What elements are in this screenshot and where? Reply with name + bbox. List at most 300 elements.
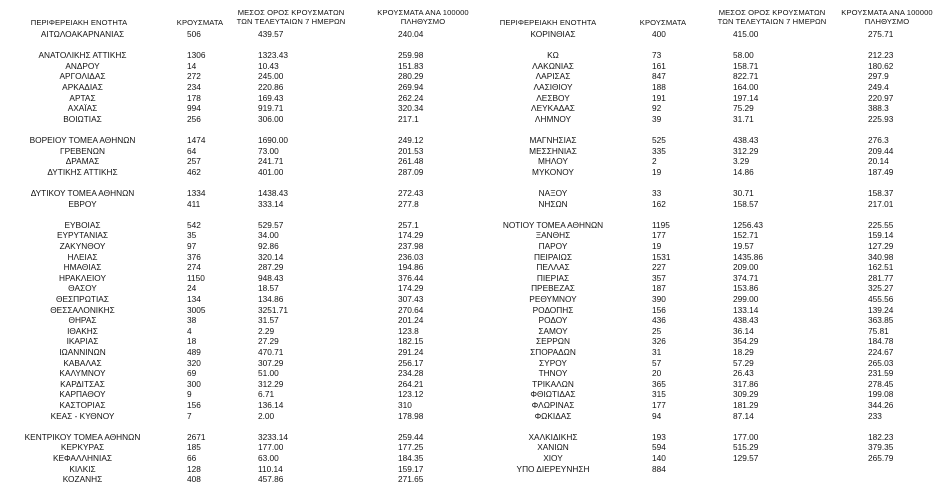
left-row-region: ΔΥΤΙΚΗΣ ΑΤΤΙΚΗΣ — [47, 166, 118, 177]
right-row-cases: 33 — [652, 188, 662, 198]
right-row-per100k: 455.56 — [868, 294, 894, 304]
right-row-cases: 2 — [652, 156, 657, 167]
right-row-cases: 594 — [652, 442, 666, 453]
left-row-cases: 3005 — [187, 304, 206, 315]
right-row-cases: 25 — [652, 325, 662, 336]
left-row-avg: 73.00 — [258, 145, 279, 156]
right-row-cases: 884 — [652, 463, 666, 474]
left-row-per100k: 174.29 — [398, 283, 424, 294]
right-header-avg: ΜΕΣΟΣ ΟΡΟΣ ΚΡΟΥΣΜΑΤΩΝ ΤΩΝ ΤΕΛΕΥΤΑΙΩΝ 7 ΗΜΕΡΩΝ — [717, 8, 827, 26]
right-row-per100k: 233 — [868, 410, 882, 421]
right-row-region: ΠΑΡΟΥ — [538, 241, 568, 251]
right-row-avg: 438.43 — [733, 315, 759, 326]
left-row-avg: 136.14 — [258, 400, 284, 410]
left-row-region: ΒΟΙΩΤΙΑΣ — [63, 113, 102, 124]
right-row-avg: 822.71 — [733, 71, 759, 82]
left-row-region: ΚΟΖΑΝΗΣ — [62, 474, 103, 485]
left-row-cases: 411 — [187, 198, 201, 209]
left-row-cases: 7 — [187, 410, 192, 421]
left-row-per100k: 310 — [398, 400, 412, 410]
left-row-cases: 4 — [187, 325, 192, 336]
left-row-cases: 234 — [187, 82, 201, 92]
left-row-avg: 529.57 — [258, 219, 284, 230]
right-row-per100k: 325.27 — [868, 283, 894, 294]
left-row-cases: 300 — [187, 378, 201, 389]
left-row-per100k: 240.04 — [398, 29, 424, 39]
left-row-avg: 457.86 — [258, 474, 284, 485]
left-row-region: ΗΡΑΚΛΕΙΟΥ — [58, 272, 107, 283]
left-row-avg: 92.86 — [258, 241, 279, 251]
left-row-cases: 14 — [187, 60, 197, 71]
right-row-region: ΛΕΣΒΟΥ — [536, 92, 570, 103]
right-row-per100k: 344.26 — [868, 400, 894, 410]
right-row-region: ΡΟΔΟΠΗΣ — [532, 304, 574, 315]
right-row-cases: 94 — [652, 410, 662, 421]
right-row-per100k: 139.24 — [868, 304, 894, 315]
right-row-avg: 177.00 — [733, 431, 759, 442]
right-header-per100k: ΚΡΟΥΣΜΑΤΑ ΑΝΑ 100000 ΠΛΗΘΥΣΜΟ — [841, 8, 933, 26]
right-row-avg: 312.29 — [733, 145, 759, 156]
left-row-avg: 439.57 — [258, 29, 284, 39]
left-row-region: ΙΘΑΚΗΣ — [67, 325, 98, 336]
right-row-avg: 26.43 — [733, 368, 754, 379]
right-row-avg: 152.71 — [733, 230, 759, 241]
left-row-avg: 169.43 — [258, 92, 284, 103]
left-row-avg: 51.00 — [258, 368, 279, 379]
right-row-per100k: 340.98 — [868, 251, 894, 262]
left-row-per100k: 271.65 — [398, 474, 424, 485]
left-header-region: ΠΕΡΙΦΕΡΕΙΑΚΗ ΕΝΟΤΗΤΑ — [30, 18, 128, 27]
left-row-avg: 333.14 — [258, 198, 284, 209]
right-row-region: ΜΑΓΝΗΣΙΑΣ — [529, 135, 577, 145]
left-row-avg: 312.29 — [258, 378, 284, 389]
right-row-per100k: 75.81 — [868, 325, 889, 336]
left-row-avg: 1438.43 — [258, 188, 288, 198]
left-row-per100k: 184.35 — [398, 453, 424, 463]
right-row-per100k: 187.49 — [868, 166, 894, 177]
right-row-avg: 515.29 — [733, 442, 759, 453]
left-row-per100k: 123.8 — [398, 325, 419, 336]
left-row-per100k: 280.29 — [398, 71, 424, 82]
left-row-cases: 257 — [187, 156, 201, 167]
right-row-avg: 415.00 — [733, 29, 759, 39]
right-row-region: ΜΥΚΟΝΟΥ — [532, 166, 574, 177]
left-row-cases: 35 — [187, 230, 197, 241]
left-row-per100k: 249.12 — [398, 135, 424, 145]
left-row-cases: 178 — [187, 92, 201, 103]
right-row-region: ΠΕΙΡΑΙΩΣ — [534, 251, 572, 262]
left-row-region: ΓΡΕΒΕΝΩΝ — [60, 145, 105, 156]
left-row-per100k: 236.03 — [398, 251, 424, 262]
left-row-cases: 489 — [187, 347, 201, 357]
left-row-per100k: 269.94 — [398, 82, 424, 92]
left-row-region: ΖΑΚΥΝΘΟΥ — [59, 241, 106, 251]
left-row-cases: 66 — [187, 453, 197, 463]
right-row-region: ΚΟΡΙΝΘΙΑΣ — [530, 29, 576, 39]
left-row-per100k: 277.8 — [398, 198, 419, 209]
right-row-cases: 1195 — [652, 219, 670, 230]
right-row-per100k: 162.51 — [868, 262, 894, 273]
right-row-per100k: 363.85 — [868, 315, 894, 326]
left-row-region: ΑΧΑΪΑΣ — [67, 103, 98, 114]
right-row-avg: 309.29 — [733, 389, 759, 400]
left-row-region: ΚΑΡΠΑΘΟΥ — [59, 389, 106, 400]
right-row-region: ΣΠΟΡΑΔΩΝ — [530, 347, 576, 357]
right-row-per100k: 388.3 — [868, 103, 889, 114]
left-row-cases: 256 — [187, 113, 201, 124]
left-row-region: ΑΙΤΩΛΟΑΚΑΡΝΑΝΙΑΣ — [40, 29, 125, 39]
left-row-per100k: 307.43 — [398, 294, 424, 304]
left-row-cases: 272 — [187, 71, 201, 82]
left-row-cases: 2671 — [187, 431, 206, 442]
right-row-per100k: 249.4 — [868, 82, 889, 92]
right-row-per100k: 127.29 — [868, 241, 894, 251]
left-row-region: ΚΑΣΤΟΡΙΑΣ — [59, 400, 106, 410]
left-row-per100k: 159.17 — [398, 463, 424, 474]
left-row-region: ΘΕΣΣΑΛΟΝΙΚΗΣ — [50, 304, 115, 315]
right-row-avg: 1435.86 — [733, 251, 763, 262]
left-row-per100k: 182.15 — [398, 336, 424, 347]
right-row-region: ΧΑΛΚΙΔΙΚΗΣ — [528, 431, 578, 442]
left-row-region: ΑΡΓΟΛΙΔΑΣ — [59, 71, 106, 82]
right-row-per100k: 379.35 — [868, 442, 894, 453]
right-row-cases: 193 — [652, 431, 666, 442]
left-row-cases: 408 — [187, 474, 201, 485]
right-row-region: ΣΥΡΟΥ — [539, 357, 567, 368]
right-row-cases: 335 — [652, 145, 666, 156]
right-row-cases: 177 — [652, 400, 666, 410]
left-row-avg: 245.00 — [258, 71, 284, 82]
right-row-cases: 19 — [652, 166, 662, 177]
right-row-avg: 3.29 — [733, 156, 750, 167]
left-row-avg: 320.14 — [258, 251, 284, 262]
right-row-region: ΡΕΘΥΜΝΟΥ — [529, 294, 577, 304]
right-row-region: ΝΗΣΩΝ — [538, 198, 568, 209]
left-row-cases: 9 — [187, 389, 192, 400]
right-row-cases: 390 — [652, 294, 666, 304]
right-row-avg: 87.14 — [733, 410, 754, 421]
left-row-cases: 1334 — [187, 188, 206, 198]
right-row-per100k: 180.62 — [868, 60, 894, 71]
left-row-avg: 3233.14 — [258, 431, 288, 442]
right-header-region: ΠΕΡΙΦΕΡΕΙΑΚΗ ΕΝΟΤΗΤΑ — [499, 18, 597, 27]
left-row-cases: 38 — [187, 315, 197, 326]
left-row-cases: 69 — [187, 368, 197, 379]
right-row-region: ΠΕΛΛΑΣ — [536, 262, 570, 273]
right-row-cases: 400 — [652, 29, 666, 39]
right-row-avg: 31.71 — [733, 113, 754, 124]
left-row-avg: 3251.71 — [258, 304, 288, 315]
left-row-cases: 542 — [187, 219, 201, 230]
right-row-avg: 30.71 — [733, 188, 754, 198]
left-row-avg: 31.57 — [258, 315, 279, 326]
right-row-avg: 317.86 — [733, 378, 759, 389]
left-row-region: ΘΗΡΑΣ — [68, 315, 97, 326]
left-row-avg: 6.71 — [258, 389, 275, 400]
left-row-per100k: 287.09 — [398, 166, 424, 177]
right-row-cases: 92 — [652, 103, 662, 114]
left-row-per100k: 201.24 — [398, 315, 424, 326]
left-row-per100k: 256.17 — [398, 357, 424, 368]
left-row-region: ΑΡΤΑΣ — [69, 92, 96, 103]
right-row-region: ΠΙΕΡΙΑΣ — [536, 272, 570, 283]
left-row-region: ΗΛΕΙΑΣ — [67, 251, 98, 262]
right-row-region: ΛΑΡΙΣΑΣ — [535, 71, 571, 82]
left-row-region: ΚΑΒΑΛΑΣ — [63, 357, 102, 368]
left-row-per100k: 234.28 — [398, 368, 424, 379]
left-row-per100k: 174.29 — [398, 230, 424, 241]
left-row-avg: 919.71 — [258, 103, 284, 114]
right-row-avg: 18.29 — [733, 347, 754, 357]
left-row-per100k: 257.1 — [398, 219, 419, 230]
left-row-region: ΑΡΚΑΔΙΑΣ — [62, 82, 103, 92]
right-row-region: ΦΛΩΡΙΝΑΣ — [531, 400, 575, 410]
left-row-per100k: 178.98 — [398, 410, 424, 421]
left-row-region: ΚΕΡΚΥΡΑΣ — [60, 442, 105, 453]
left-row-avg: 2.29 — [258, 325, 275, 336]
left-row-avg: 2.00 — [258, 410, 275, 421]
left-row-region: ΗΜΑΘΙΑΣ — [63, 262, 102, 273]
right-row-per100k: 275.71 — [868, 29, 894, 39]
right-row-per100k: 212.23 — [868, 50, 894, 61]
left-row-cases: 128 — [187, 463, 201, 474]
left-row-region: ΘΕΣΠΡΩΤΙΑΣ — [56, 294, 109, 304]
right-row-per100k: 199.08 — [868, 389, 894, 400]
right-row-region: ΧΙΟΥ — [543, 453, 563, 463]
right-row-cases: 365 — [652, 378, 666, 389]
right-row-per100k: 265.03 — [868, 357, 894, 368]
left-row-avg: 134.86 — [258, 294, 284, 304]
left-row-region: ΕΥΒΟΙΑΣ — [64, 219, 101, 230]
right-row-avg: 299.00 — [733, 294, 759, 304]
left-row-avg: 306.00 — [258, 113, 284, 124]
right-row-cases: 315 — [652, 389, 666, 400]
right-row-region: ΧΑΝΙΩΝ — [537, 442, 569, 453]
left-row-cases: 1306 — [187, 50, 206, 61]
right-row-cases: 156 — [652, 304, 666, 315]
left-row-avg: 401.00 — [258, 166, 284, 177]
right-row-per100k: 224.67 — [868, 347, 894, 357]
right-row-per100k: 278.45 — [868, 378, 894, 389]
left-row-region: ΙΚΑΡΙΑΣ — [66, 336, 99, 347]
left-row-avg: 307.29 — [258, 357, 284, 368]
right-row-avg: 19.57 — [733, 241, 754, 251]
right-row-per100k: 265.79 — [868, 453, 894, 463]
right-row-avg: 36.14 — [733, 325, 754, 336]
left-row-region: ΚΕΦΑΛΛΗΝΙΑΣ — [52, 453, 113, 463]
left-header-avg: ΜΕΣΟΣ ΟΡΟΣ ΚΡΟΥΣΜΑΤΩΝ ΤΩΝ ΤΕΛΕΥΤΑΙΩΝ 7 ΗΜΕΡΩΝ — [236, 8, 346, 26]
right-row-cases: 177 — [652, 230, 666, 241]
right-row-cases: 31 — [652, 347, 662, 357]
right-row-avg: 438.43 — [733, 135, 759, 145]
left-row-region: ΚΑΡΔΙΤΣΑΣ — [60, 378, 105, 389]
left-row-cases: 376 — [187, 251, 201, 262]
right-row-cases: 161 — [652, 60, 666, 71]
right-row-avg: 158.71 — [733, 60, 759, 71]
right-row-per100k: 184.78 — [868, 336, 894, 347]
right-row-cases: 162 — [652, 198, 666, 209]
left-row-per100k: 237.98 — [398, 241, 424, 251]
left-row-cases: 18 — [187, 336, 197, 347]
right-row-avg: 58.00 — [733, 50, 754, 61]
left-row-avg: 110.14 — [258, 463, 283, 474]
left-row-avg: 18.57 — [258, 283, 279, 294]
right-row-region: ΥΠΟ ΔΙΕΡΕΥΝΗΣΗ — [516, 463, 590, 474]
left-header-cases: ΚΡΟΥΣΜΑΤΑ — [176, 18, 224, 27]
right-row-region: ΦΩΚΙΔΑΣ — [534, 410, 572, 421]
left-row-per100k: 194.86 — [398, 262, 424, 273]
left-row-region: ΕΒΡΟΥ — [68, 198, 97, 209]
right-row-per100k: 231.59 — [868, 368, 894, 379]
left-row-region: ΑΝΑΤΟΛΙΚΗΣ ΑΤΤΙΚΗΣ — [38, 50, 127, 61]
left-row-cases: 506 — [187, 29, 201, 39]
left-header-per100k: ΚΡΟΥΣΜΑΤΑ ΑΝΑ 100000 ΠΛΗΘΥΣΜΟ — [377, 8, 469, 26]
left-row-cases: 320 — [187, 357, 201, 368]
left-row-per100k: 217.1 — [398, 113, 419, 124]
right-row-avg: 133.14 — [733, 304, 759, 315]
right-row-cases: 227 — [652, 262, 666, 273]
right-row-cases: 326 — [652, 336, 666, 347]
right-row-per100k: 220.97 — [868, 92, 894, 103]
left-row-per100k: 259.98 — [398, 50, 424, 61]
left-row-region: ΑΝΔΡΟΥ — [65, 60, 100, 71]
left-row-avg: 10.43 — [258, 60, 279, 71]
left-row-per100k: 272.43 — [398, 188, 424, 198]
right-row-region: ΛΗΜΝΟΥ — [534, 113, 572, 124]
right-row-per100k: 225.55 — [868, 219, 894, 230]
left-row-per100k: 123.12 — [398, 389, 424, 400]
left-row-region: ΙΩΑΝΝΙΝΩΝ — [59, 347, 106, 357]
right-row-region: ΠΡΕΒΕΖΑΣ — [531, 283, 575, 294]
left-row-region: ΚΕΝΤΡΙΚΟΥ ΤΟΜΕΑ ΑΘΗΝΩΝ — [24, 431, 141, 442]
right-row-avg: 209.00 — [733, 262, 759, 273]
left-row-avg: 34.00 — [258, 230, 279, 241]
right-row-per100k: 281.77 — [868, 272, 894, 283]
left-row-region: ΚΑΛΥΜΝΟΥ — [59, 368, 106, 379]
right-row-avg: 197.14 — [733, 92, 759, 103]
left-row-cases: 1150 — [187, 272, 205, 283]
right-row-per100k: 20.14 — [868, 156, 889, 167]
right-header-cases: ΚΡΟΥΣΜΑΤΑ — [639, 18, 687, 27]
right-row-avg: 57.29 — [733, 357, 754, 368]
right-row-cases: 191 — [652, 92, 666, 103]
right-row-region: ΣΕΡΡΩΝ — [536, 336, 570, 347]
left-row-avg: 1690.00 — [258, 135, 288, 145]
left-row-cases: 1474 — [187, 135, 206, 145]
right-row-region: ΝΑΞΟΥ — [538, 188, 568, 198]
right-row-region: ΤΡΙΚΑΛΩΝ — [532, 378, 574, 389]
right-row-per100k: 297.9 — [868, 71, 889, 82]
right-row-per100k: 209.44 — [868, 145, 894, 156]
right-row-region: ΡΟΔΟΥ — [538, 315, 568, 326]
right-row-avg: 158.57 — [733, 198, 759, 209]
left-row-avg: 63.00 — [258, 453, 279, 463]
right-row-region: ΜΗΛΟΥ — [538, 156, 568, 167]
left-row-per100k: 376.44 — [398, 272, 424, 283]
right-row-avg: 354.29 — [733, 336, 759, 347]
right-row-region: ΦΘΙΩΤΙΔΑΣ — [530, 389, 576, 400]
left-row-avg: 27.29 — [258, 336, 279, 347]
left-row-cases: 274 — [187, 262, 201, 273]
right-row-avg: 181.29 — [733, 400, 759, 410]
left-row-cases: 134 — [187, 294, 201, 304]
left-row-region: ΚΙΛΚΙΣ — [69, 463, 96, 474]
left-row-avg: 241.71 — [258, 156, 284, 167]
left-row-per100k: 320.34 — [398, 103, 424, 114]
left-row-region: ΕΥΡΥΤΑΝΙΑΣ — [56, 230, 109, 241]
left-row-per100k: 270.64 — [398, 304, 424, 315]
right-row-cases: 525 — [652, 135, 666, 145]
left-row-region: ΒΟΡΕΙΟΥ ΤΟΜΕΑ ΑΘΗΝΩΝ — [29, 135, 136, 145]
right-row-cases: 73 — [652, 50, 662, 61]
right-row-cases: 188 — [652, 82, 666, 92]
left-row-avg: 1323.43 — [258, 50, 288, 61]
left-row-avg: 177.00 — [258, 442, 284, 453]
right-row-avg: 164.00 — [733, 82, 759, 92]
left-row-region: ΚΕΑΣ - ΚΥΘΝΟΥ — [50, 410, 115, 421]
right-row-avg: 153.86 — [733, 283, 759, 294]
left-row-per100k: 177.25 — [398, 442, 424, 453]
right-row-cases: 187 — [652, 283, 666, 294]
left-row-per100k: 261.48 — [398, 156, 424, 167]
left-row-cases: 994 — [187, 103, 201, 114]
right-row-region: ΛΕΥΚΑΔΑΣ — [531, 103, 575, 114]
right-row-cases: 357 — [652, 272, 666, 283]
left-row-per100k: 201.53 — [398, 145, 424, 156]
left-row-per100k: 262.24 — [398, 92, 424, 103]
left-row-per100k: 291.24 — [398, 347, 424, 357]
right-row-region: ΞΑΝΘΗΣ — [535, 230, 571, 241]
right-row-cases: 39 — [652, 113, 662, 124]
left-row-per100k: 264.21 — [398, 378, 424, 389]
right-row-cases: 57 — [652, 357, 662, 368]
right-row-region: ΜΕΣΣΗΝΙΑΣ — [529, 145, 577, 156]
right-row-avg: 75.29 — [733, 103, 754, 114]
right-row-cases: 847 — [652, 71, 666, 82]
left-row-avg: 287.29 — [258, 262, 284, 273]
right-row-per100k: 158.37 — [868, 188, 894, 198]
left-row-avg: 470.71 — [258, 347, 284, 357]
left-row-cases: 24 — [187, 283, 197, 294]
right-row-per100k: 182.23 — [868, 431, 894, 442]
left-row-region: ΘΑΣΟΥ — [68, 283, 97, 294]
right-row-region: ΛΑΣΙΘΙΟΥ — [533, 82, 573, 92]
left-row-cases: 185 — [187, 442, 201, 453]
right-row-per100k: 159.14 — [868, 230, 894, 241]
left-row-cases: 64 — [187, 145, 197, 156]
right-row-per100k: 276.3 — [868, 135, 889, 145]
left-row-per100k: 151.83 — [398, 60, 424, 71]
left-row-avg: 220.86 — [258, 82, 284, 92]
right-row-region: ΣΑΜΟΥ — [538, 325, 568, 336]
right-row-cases: 1531 — [652, 251, 671, 262]
right-row-per100k: 217.01 — [868, 198, 894, 209]
left-row-region: ΔΥΤΙΚΟΥ ΤΟΜΕΑ ΑΘΗΝΩΝ — [30, 188, 135, 198]
left-row-cases: 462 — [187, 166, 201, 177]
left-row-cases: 97 — [187, 241, 197, 251]
right-row-region: ΛΑΚΩΝΙΑΣ — [532, 60, 574, 71]
right-row-region: ΝΟΤΙΟΥ ΤΟΜΕΑ ΑΘΗΝΩΝ — [502, 219, 604, 230]
left-row-avg: 948.43 — [258, 272, 284, 283]
left-row-per100k: 259.44 — [398, 431, 424, 442]
right-row-avg: 374.71 — [733, 272, 759, 283]
right-row-avg: 1256.43 — [733, 219, 763, 230]
right-row-cases: 20 — [652, 368, 662, 379]
right-row-region: ΚΩ — [547, 50, 559, 61]
right-row-cases: 19 — [652, 241, 662, 251]
right-row-cases: 140 — [652, 453, 666, 463]
right-row-avg: 14.86 — [733, 166, 754, 177]
